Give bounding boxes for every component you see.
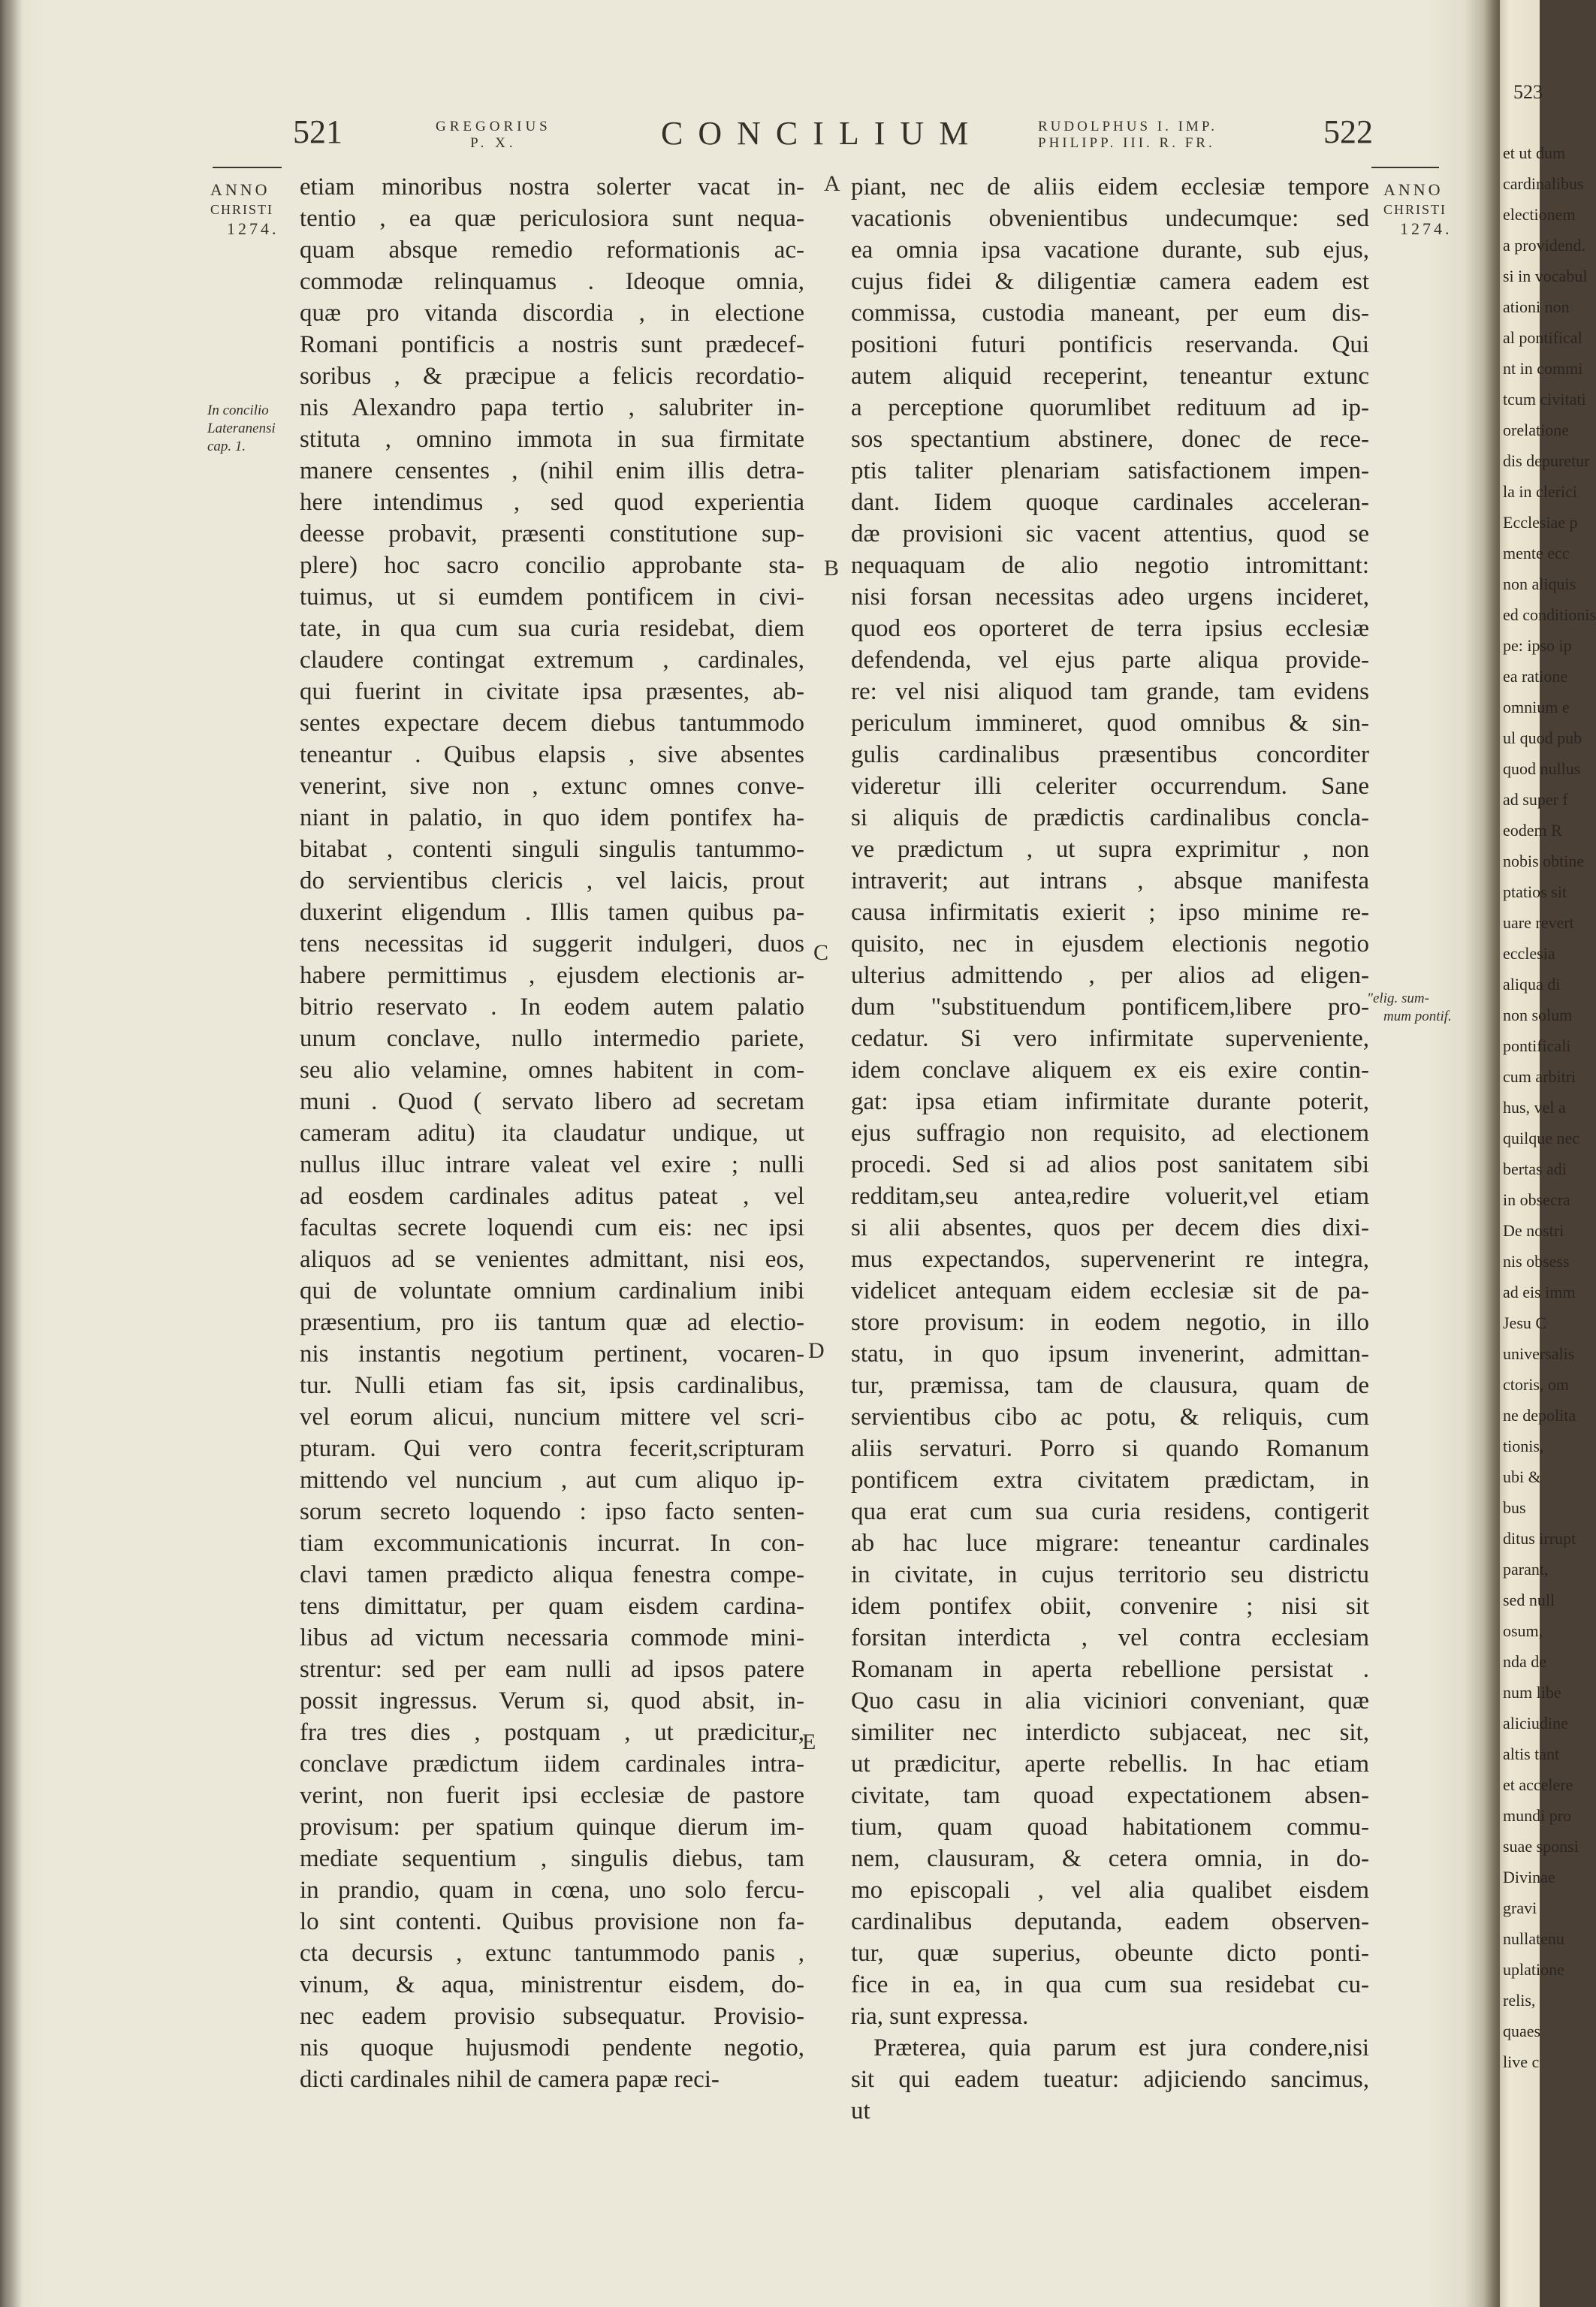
facing-page-line: sed null bbox=[1503, 1591, 1555, 1609]
text-line: sit qui eadem tueatur: adjiciendo sancimus, bbox=[851, 2066, 1369, 2093]
facing-page-line: ed conditionis bbox=[1503, 605, 1596, 624]
text-line: mediate sequentium , singulis diebus, tam bbox=[300, 1845, 804, 1872]
text-line: verint, non fuerit ipsi ecclesiæ de pastore bbox=[300, 1782, 804, 1809]
text-line: Romani pontificis a nostris sunt prædecef- bbox=[300, 331, 804, 358]
text-line: tiam excommunicationis incurrat. In con- bbox=[300, 1530, 804, 1557]
text-line: tate, in qua cum sua curia residebat, diem bbox=[300, 615, 804, 642]
facing-page-line: a providend. bbox=[1503, 236, 1585, 255]
text-line: duxerint eligendum . Illis tamen quibus pa- bbox=[300, 899, 804, 926]
text-line: dæ provisioni sic vacent attentius, quod se bbox=[851, 520, 1369, 547]
text-line: mo episcopali , vel alia qualibet eisdem bbox=[851, 1877, 1369, 1904]
text-line: lo sint contenti. Quibus provisione non fa- bbox=[300, 1908, 804, 1935]
text-line: cujus fidei & diligentiæ camera eadem est bbox=[851, 268, 1369, 295]
text-line: ptis taliter plenariam satisfactionem impen- bbox=[851, 457, 1369, 484]
text-line: sos spectantium abstinere, donec de rece- bbox=[851, 426, 1369, 453]
facing-page-line: ad eis imm bbox=[1503, 1283, 1576, 1301]
text-line: possit ingressus. Verum si, quod absit, in- bbox=[300, 1687, 804, 1714]
text-line: cedatur. Si vero infirmitate superveniente, bbox=[851, 1025, 1369, 1052]
margin-note-left-line3: cap. 1. bbox=[207, 439, 246, 454]
text-line: qui de voluntate omnium cardinalium inibi bbox=[300, 1277, 804, 1304]
text-line: tur, præmissa, tam de clausura, quam de bbox=[851, 1372, 1369, 1399]
text-line: facultas secrete loquendi cum eis: nec ipsi bbox=[300, 1214, 804, 1241]
text-line: commissa, custodia maneant, per eum dis- bbox=[851, 300, 1369, 327]
text-line: venerint, sive non , extunc omnes conve- bbox=[300, 773, 804, 800]
page-number-right: 522 bbox=[1323, 113, 1373, 150]
text-line: here intendimus , sed quod experientia bbox=[300, 489, 804, 516]
running-head-right-line1: RUDOLPHUS I. IMP. bbox=[1038, 119, 1218, 134]
text-line: mittendo vel nuncium , aut cum aliquo ip- bbox=[300, 1467, 804, 1494]
text-line: vacationis obvenientibus undecumque: sed bbox=[851, 205, 1369, 232]
facing-page-line: parant, bbox=[1503, 1560, 1549, 1579]
text-line: aliis servaturi. Porro si quando Romanum bbox=[851, 1435, 1369, 1462]
margin-year-left bbox=[210, 180, 279, 239]
facing-page-line: la in clerici bbox=[1503, 482, 1577, 501]
text-line: sentes expectare decem diebus tantummodo bbox=[300, 710, 804, 737]
facing-page-line: aliqua di bbox=[1503, 975, 1561, 994]
facing-page-line: ditus irrupt bbox=[1503, 1529, 1576, 1548]
text-line: si alii absentes, quos per decem dies dixi- bbox=[851, 1214, 1369, 1241]
running-head-left-line2: P. X. bbox=[470, 135, 517, 151]
facing-page-line: ubi & bbox=[1503, 1467, 1541, 1486]
facing-page-line: gravi bbox=[1503, 1898, 1537, 1917]
text-line: servientibus cibo ac potu, & reliquis, cum bbox=[851, 1404, 1369, 1431]
text-line: libus ad victum necessaria commode mini- bbox=[300, 1624, 804, 1651]
text-line: periculum immineret, quod omnibus & sin- bbox=[851, 710, 1369, 737]
margin-year-left-anno: ANNO bbox=[210, 180, 270, 199]
text-line: civitate, tam quoad expectationem absen- bbox=[851, 1782, 1369, 1809]
text-line: conclave prædictum iidem cardinales intra- bbox=[300, 1751, 804, 1778]
facing-page-line: ctoris, om bbox=[1503, 1375, 1569, 1394]
text-line: dicti cardinales nihil de camera papæ reci- bbox=[300, 2066, 720, 2093]
text-line: ad eosdem cardinales aditus pateat , vel bbox=[300, 1183, 804, 1210]
facing-page-line: nobis obtine bbox=[1503, 852, 1585, 870]
facing-page-line: hus, vel a bbox=[1503, 1098, 1566, 1117]
text-line: deesse probavit, præsenti constitutione sup- bbox=[300, 520, 804, 547]
text-line: strentur: sed per eam nulli ad ipsos patere bbox=[300, 1656, 804, 1683]
text-line: soribus , & præcipue a felicis recordatio- bbox=[300, 363, 804, 390]
facing-page-line: quilque nec bbox=[1503, 1129, 1580, 1147]
margin-note-right-line1: "elig. sum- bbox=[1367, 991, 1429, 1006]
margin-note-left-line2: Lateranensi bbox=[207, 421, 276, 436]
text-line: idem conclave aliquem ex eis exire contin- bbox=[851, 1057, 1369, 1084]
text-line: do servientibus clericis , vel laicis, prout bbox=[300, 867, 804, 894]
facing-page-line: mundi pro bbox=[1503, 1806, 1572, 1825]
text-line: causa infirmitatis exierit ; ipso minime re- bbox=[851, 899, 1369, 926]
facing-page-line: nt in commi bbox=[1503, 359, 1583, 378]
text-line: teneantur . Quibus elapsis , sive absentes bbox=[300, 741, 804, 768]
facing-page-line: altis tant bbox=[1503, 1745, 1560, 1763]
facing-page-line: ationi non bbox=[1503, 297, 1570, 316]
text-line: nem, clausuram, & cetera omnia, in do- bbox=[851, 1845, 1369, 1872]
text-line: mus expectandos, supervenerint re integra, bbox=[851, 1246, 1369, 1273]
text-line: stituta , omnino immota in sua firmitate bbox=[300, 426, 804, 453]
facing-page-line: suae sponsi bbox=[1503, 1837, 1579, 1856]
facing-page-line: pe: ipso ip bbox=[1503, 636, 1572, 655]
text-line: similiter nec interdicto subjaceat, nec sit, bbox=[851, 1719, 1369, 1746]
facing-page-line: aliciudine bbox=[1503, 1714, 1568, 1733]
facing-page-line: ptatios sit bbox=[1503, 882, 1567, 901]
text-line: commodæ relinquamus . Ideoque omnia, bbox=[300, 268, 804, 295]
facing-page-line: quaes bbox=[1503, 2022, 1541, 2040]
text-line: re: vel nisi aliquod tam grande, tam evidens bbox=[851, 678, 1369, 705]
text-line: statu, in quo ipsum invenerint, admittan- bbox=[851, 1340, 1369, 1368]
text-line: clavi tamen prædicto aliqua fenestra compe- bbox=[300, 1561, 804, 1588]
text-line: quam absque remedio reformationis ac- bbox=[300, 237, 804, 264]
facing-page-line: electionem bbox=[1503, 205, 1576, 224]
facing-page-line: Divinae bbox=[1503, 1868, 1555, 1886]
text-line: dum "substituendum pontificem,libere pro- bbox=[851, 994, 1369, 1021]
text-line: ulterius admittendo , per alios ad eligen- bbox=[851, 962, 1369, 989]
text-line: intraverit; aut intrans , absque manifesta bbox=[851, 867, 1369, 894]
text-line: positioni futuri pontificis reservanda. Qui bbox=[851, 331, 1369, 358]
margin-rule-left bbox=[213, 167, 282, 168]
text-line: etiam minoribus nostra solerter vacat in- bbox=[300, 173, 804, 201]
text-line: gulis cardinalibus præsentibus concorditer bbox=[851, 741, 1369, 768]
facing-page-line: nda de bbox=[1503, 1652, 1547, 1671]
facing-page-line: al pontifical bbox=[1503, 328, 1582, 347]
facing-page-line: tionis, bbox=[1503, 1437, 1544, 1455]
text-line: quæ pro vitanda discordia , in electione bbox=[300, 300, 804, 327]
section-letter-b: B bbox=[824, 556, 840, 581]
text-line: Romanam in aperta rebellione persistat . bbox=[851, 1656, 1369, 1683]
text-line: pontificem extra civitatem prædictam, in bbox=[851, 1467, 1369, 1494]
text-line: niant in palatio, in quo idem pontifex ha- bbox=[300, 804, 804, 831]
facing-page-line: mente ecc bbox=[1503, 544, 1570, 562]
text-line: aliquos ad se venientes admittant, nisi eos, bbox=[300, 1246, 804, 1273]
text-line: a perceptione quorumlibet redituum ad ip- bbox=[851, 394, 1369, 421]
text-line: nec eadem provisio subsequatur. Provisio- bbox=[300, 2003, 804, 2030]
facing-page-line: ad super f bbox=[1503, 790, 1568, 809]
text-line: nullus illuc intrare valeat vel exire ; nulli bbox=[300, 1151, 804, 1178]
text-line: piant, nec de aliis eidem ecclesiæ tempore bbox=[851, 173, 1369, 201]
text-line: claudere contingat extremum , cardinales, bbox=[300, 647, 804, 674]
facing-page-line: si in vocabul bbox=[1503, 267, 1588, 285]
text-line: ab hac luce migrare: teneantur cardinales bbox=[851, 1530, 1369, 1557]
margin-year-left-number: 1274. bbox=[227, 219, 279, 238]
facing-page-line: nullatenu bbox=[1503, 1929, 1564, 1948]
text-line: muni . Quod ( servato libero ad secretam bbox=[300, 1088, 804, 1115]
text-line: si aliquis de prædictis cardinalibus concla- bbox=[851, 804, 1369, 831]
text-line: store provisum: in eodem negotio, in illo bbox=[851, 1309, 1369, 1336]
margin-year-right-christi: CHRISTI bbox=[1383, 202, 1447, 217]
running-head-left bbox=[436, 119, 551, 152]
text-line: quod eos oporteret de terra ipsius ecclesiæ bbox=[851, 615, 1369, 642]
text-line: cardinalibus deputanda, eadem observen- bbox=[851, 1908, 1369, 1935]
text-line: vel eorum alicui, nuncium mittere vel scri- bbox=[300, 1404, 804, 1431]
facing-page-line: ne depolita bbox=[1503, 1406, 1576, 1425]
facing-page-line: uplatione bbox=[1503, 1960, 1564, 1979]
text-line: tuimus, ut si eumdem pontificem in civi- bbox=[300, 584, 804, 611]
text-line: vinum, & aqua, ministrentur eisdem, do- bbox=[300, 1971, 804, 1998]
text-line: tium, quam quoad habitationem commu- bbox=[851, 1814, 1369, 1841]
facing-page-line: ecclesia bbox=[1503, 944, 1555, 963]
facing-page-line: nis obsess bbox=[1503, 1252, 1570, 1271]
text-line: in prandio, quam in cœna, uno solo fercu- bbox=[300, 1877, 804, 1904]
margin-note-right bbox=[1367, 990, 1452, 1026]
facing-page-line: relis, bbox=[1503, 1991, 1536, 2010]
facing-page-line: in obsecra bbox=[1503, 1190, 1570, 1209]
running-title: CONCILIUM bbox=[661, 115, 984, 152]
text-line: tur. Nulli etiam fas sit, ipsis cardinalibus, bbox=[300, 1372, 804, 1399]
text-line: ve prædictum , ut supra exprimitur , non bbox=[851, 836, 1369, 863]
facing-page-line: uare revert bbox=[1503, 913, 1574, 932]
facing-page-line: eodem R bbox=[1503, 821, 1562, 840]
facing-page-line: cum arbitri bbox=[1503, 1067, 1576, 1086]
margin-year-left-christi: CHRISTI bbox=[210, 202, 274, 217]
running-head-right bbox=[1038, 119, 1217, 152]
text-column-left bbox=[300, 171, 804, 2095]
section-letter-e: E bbox=[802, 1729, 816, 1754]
text-line: cta decursis , extunc tantummodo panis , bbox=[300, 1940, 804, 1967]
text-line: fice in ea, in qua cum sua residebat cu- bbox=[851, 1971, 1369, 1998]
text-line: præsentium, pro iis tantum quæ ad electio- bbox=[300, 1309, 804, 1336]
facing-page-line: ul quod pub bbox=[1503, 728, 1582, 747]
text-line: Quo casu in alia viciniori conveniant, quæ bbox=[851, 1687, 1369, 1714]
facing-page-line: non solum bbox=[1503, 1006, 1573, 1024]
text-line: manere censentes , (nihil enim illis detra- bbox=[300, 457, 804, 484]
text-line: forsitan interdicta , vel contra ecclesiam bbox=[851, 1624, 1369, 1651]
text-line: ria, sunt expressa. bbox=[851, 2003, 1029, 2030]
text-line: gat: ipsa etiam infirmitate durante poterit, bbox=[851, 1088, 1369, 1115]
facing-page-line: et accelere bbox=[1503, 1775, 1573, 1794]
text-line: fra tres dies , postquam , ut prædicitur, bbox=[300, 1719, 804, 1746]
text-line: cameram aditu) ita claudatur undique, ut bbox=[300, 1120, 804, 1147]
text-line: pturam. Qui vero contra fecerit,scripturam bbox=[300, 1435, 804, 1462]
text-line: Præterea, quia parum est jura condere,nisi bbox=[873, 2034, 1369, 2061]
text-line: ea omnia ipsa vacatione durante, sub ejus, bbox=[851, 237, 1369, 264]
text-line: autem aliquid receperint, teneantur extunc bbox=[851, 363, 1369, 390]
text-line: qua erat cum sua curia residens, contigerit bbox=[851, 1498, 1369, 1525]
text-line: nis Alexandro papa tertio , salubriter in- bbox=[300, 394, 804, 421]
facing-page-line: De nostri bbox=[1503, 1221, 1564, 1240]
margin-year-right-number: 1274. bbox=[1400, 219, 1453, 238]
text-line: nisi forsan necessitas adeo urgens incideret, bbox=[851, 584, 1369, 611]
facing-page-line: quod nullus bbox=[1503, 759, 1581, 778]
facing-page-line: bus bbox=[1503, 1498, 1526, 1517]
text-line: redditam,seu antea,redire voluerit,vel etiam bbox=[851, 1183, 1369, 1210]
text-line: tur, quæ superius, obeunte dicto ponti- bbox=[851, 1940, 1369, 1967]
text-line: tentio , ea quæ periculosiora sunt nequa- bbox=[300, 205, 804, 232]
text-line: dant. Iidem quoque cardinales acceleran- bbox=[851, 489, 1369, 516]
text-line: nis quoque hujusmodi pendente negotio, bbox=[300, 2034, 804, 2061]
running-head-left-line1: GREGORIUS bbox=[436, 119, 551, 134]
text-line: ejus suffragio non requisito, ad electionem bbox=[851, 1120, 1369, 1147]
text-line: sorum secreto loquendo : ipso facto senten- bbox=[300, 1498, 804, 1525]
text-line: quisito, nec in ejusdem electionis negotio bbox=[851, 930, 1369, 957]
section-letter-c: C bbox=[813, 940, 829, 965]
facing-page-line: non aliquis bbox=[1503, 574, 1576, 593]
facing-page-line: tcum civitati bbox=[1503, 390, 1586, 409]
text-line: defendenda, vel ejus parte aliqua provide- bbox=[851, 647, 1369, 674]
facing-page-line: osum, bbox=[1503, 1621, 1543, 1640]
facing-page-line: omnium e bbox=[1503, 698, 1570, 716]
text-line: bitabat , contenti singuli singulis tantummo- bbox=[300, 836, 804, 863]
margin-note-left bbox=[207, 402, 276, 456]
margin-note-right-line2: mum pontif. bbox=[1383, 1009, 1452, 1024]
page-gutter-shadow bbox=[0, 0, 23, 2307]
text-line: plere) hoc sacro concilio approbante sta- bbox=[300, 552, 804, 579]
text-line: videlicet antequam eidem ecclesiæ sit de pa- bbox=[851, 1277, 1369, 1304]
text-line: bitrio reservato . In eodem autem palatio bbox=[300, 994, 804, 1021]
text-line: nis instantis negotium pertinent, vocaren- bbox=[300, 1340, 804, 1368]
facing-page-line: et ut dum bbox=[1503, 143, 1566, 162]
facing-page-line: cardinalibus bbox=[1503, 174, 1584, 193]
text-line: habere permittimus , ejusdem electionis ar- bbox=[300, 962, 804, 989]
section-letter-a: A bbox=[824, 171, 840, 196]
facing-page-edge bbox=[1498, 0, 1596, 2307]
text-line: qui fuerint in civitate ipsa præsentes, ab- bbox=[300, 678, 804, 705]
facing-page-number: 523 bbox=[1513, 81, 1543, 103]
facing-page-line: Ecclesiae p bbox=[1503, 513, 1578, 532]
text-line: ut prædicitur, aperte rebellis. In hac etiam bbox=[851, 1751, 1369, 1778]
margin-rule-right bbox=[1371, 167, 1439, 168]
facing-page-line: universalis bbox=[1503, 1344, 1575, 1363]
facing-page-line: ea ratione bbox=[1503, 667, 1568, 686]
text-line: ut bbox=[851, 2097, 870, 2125]
page-number-left: 521 bbox=[293, 113, 342, 150]
text-line: seu alio velamine, omnes habitent in com- bbox=[300, 1057, 804, 1084]
margin-year-right bbox=[1383, 180, 1453, 239]
facing-page-line: orelatione bbox=[1503, 421, 1569, 439]
text-line: idem pontifex obiit, convenire ; nisi sit bbox=[851, 1593, 1369, 1620]
running-head-right-line2: PHILIPP. III. R. FR. bbox=[1038, 135, 1215, 151]
facing-page-line: pontificali bbox=[1503, 1036, 1571, 1055]
margin-year-right-anno: ANNO bbox=[1383, 180, 1444, 199]
facing-page-line: Jesu C bbox=[1503, 1313, 1547, 1332]
facing-page-line: num libe bbox=[1503, 1683, 1561, 1702]
text-line: unum conclave, nullo intermedio pariete, bbox=[300, 1025, 804, 1052]
facing-page-line: bertas adi bbox=[1503, 1160, 1567, 1178]
facing-page-line: live c bbox=[1503, 2052, 1540, 2071]
text-line: procedi. Sed si ad alios post sanitatem sibi bbox=[851, 1151, 1369, 1178]
text-line: provisum: per spatium quinque dierum im- bbox=[300, 1814, 804, 1841]
text-line: tens dimittatur, per quam eisdem cardina- bbox=[300, 1593, 804, 1620]
text-line: tens necessitas id suggerit indulgeri, duos bbox=[300, 930, 804, 957]
margin-note-left-line1: In concilio bbox=[207, 403, 269, 418]
facing-page-line: dis depuretur bbox=[1503, 451, 1590, 470]
text-column-right bbox=[851, 171, 1369, 2127]
text-line: videretur illi celeriter occurrendum. Sane bbox=[851, 773, 1369, 800]
text-line: in civitate, in cujus territorio seu districtu bbox=[851, 1561, 1369, 1588]
text-line: nequaquam de alio negotio intromittant: bbox=[851, 552, 1369, 579]
section-letter-d: D bbox=[808, 1338, 825, 1363]
